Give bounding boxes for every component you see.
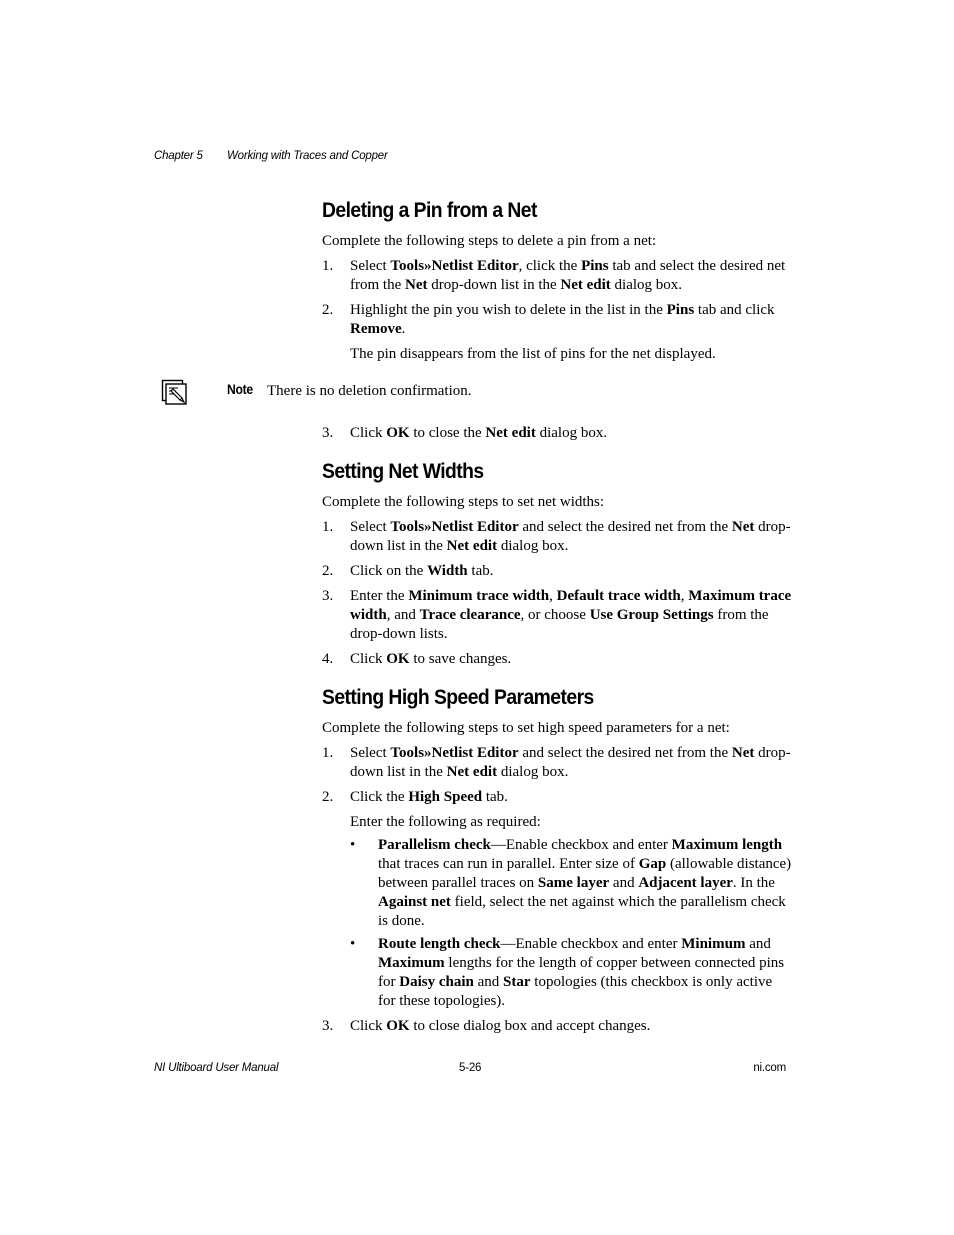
bullet-marker: •: [350, 837, 356, 853]
ui-term: Use Group Settings: [589, 607, 714, 623]
bullet-text: —Enable checkbox and enter: [500, 936, 682, 952]
section-heading-net-widths: Setting Net Widths: [322, 460, 484, 483]
ui-term: Adjacent layer: [638, 875, 733, 891]
bullet-text: . In the: [732, 875, 775, 891]
step-text: from the drop-down lists.: [350, 607, 769, 642]
footer-website: ni.com: [753, 1062, 786, 1074]
step-text: drop-down list in the: [427, 277, 561, 293]
step-text: Select: [350, 258, 391, 274]
ui-term: OK: [386, 651, 410, 667]
bullet-item: [350, 836, 792, 931]
bullet-text: topologies (this checkbox is only active for these topologies).: [378, 974, 773, 1009]
note-label: Note: [227, 382, 253, 397]
step-text: dialog box.: [497, 538, 569, 554]
step-text: .: [401, 321, 406, 337]
bullet-item: [350, 935, 792, 1011]
step-item: [322, 744, 792, 782]
ui-term: Pins: [666, 302, 695, 318]
step-text: dialog box.: [535, 425, 608, 441]
bullet-text: and: [745, 936, 771, 952]
step-text: Click: [350, 1018, 387, 1034]
step-item: [322, 257, 792, 295]
step-text: Select: [350, 745, 391, 761]
step-item: [322, 788, 792, 1011]
menu-path: Tools»Netlist Editor: [390, 519, 519, 535]
step-text: Select: [350, 519, 391, 535]
chapter-title: Working with Traces and Copper: [227, 150, 388, 162]
main-content: [322, 196, 792, 1042]
ui-term: Maximum trace width: [350, 588, 792, 623]
bullet-text: that traces can run in parallel. Enter size of: [378, 856, 639, 872]
section-intro: Complete the following steps to delete a pin from a net:: [322, 233, 657, 249]
step-text: Click on the: [350, 563, 428, 579]
bullet-text: field, select the net against which the parallelism check is done.: [378, 894, 786, 929]
step-number: 1.: [322, 519, 334, 535]
step-text: dialog box.: [610, 277, 683, 293]
step-subtext: Enter the following as required:: [350, 814, 541, 830]
ui-term: Same layer: [537, 875, 610, 891]
section-heading-high-speed: Setting High Speed Parameters: [322, 686, 594, 709]
step-result: The pin disappears from the list of pins for the net displayed.: [350, 346, 716, 362]
step-number: 2.: [322, 789, 334, 805]
ui-term: Route length check: [378, 936, 501, 952]
step-text: and select the desired net from the: [518, 519, 732, 535]
ui-term: Default trace width: [556, 588, 681, 604]
ui-term: Net edit: [446, 538, 498, 554]
ui-term: Net: [731, 745, 755, 761]
bullet-text: and: [609, 875, 639, 891]
step-text: to close dialog box and accept changes.: [409, 1018, 651, 1034]
step-text: ,: [680, 588, 689, 604]
ui-term: OK: [386, 425, 410, 441]
step-text: Click the: [350, 789, 409, 805]
ui-term: Net: [731, 519, 755, 535]
section-intro: Complete the following steps to set net widths:: [322, 494, 605, 510]
ui-term: Net edit: [560, 277, 611, 293]
ui-term: Net edit: [446, 764, 498, 780]
ui-term: Trace clearance: [419, 607, 521, 623]
step-text: dialog box.: [497, 764, 569, 780]
step-text: Click: [350, 425, 387, 441]
menu-path: Tools»Netlist Editor: [390, 745, 519, 761]
ui-term: Against net: [378, 894, 451, 910]
step-number: 4.: [322, 651, 334, 667]
step-number: 2.: [322, 302, 334, 318]
ui-term: High Speed: [408, 789, 483, 805]
step-text: tab and select the desired net from the: [350, 258, 786, 293]
step-number: 3.: [322, 425, 334, 441]
step-text: ,: [549, 588, 557, 604]
bullet-text: —Enable checkbox and enter: [490, 837, 672, 853]
step-number: 1.: [322, 745, 334, 761]
step-text: and select the desired net from the: [518, 745, 732, 761]
ui-term: Width: [427, 563, 468, 579]
section-heading-deleting-pin: Deleting a Pin from a Net: [322, 199, 537, 222]
chapter-number: Chapter 5: [154, 150, 203, 162]
ui-term: OK: [386, 1018, 410, 1034]
menu-path: Tools»Netlist Editor: [390, 258, 519, 274]
step-text: , click the: [518, 258, 582, 274]
note-icon: [160, 377, 190, 407]
step-number: 3.: [322, 1018, 334, 1034]
step-text: drop-down list in the: [350, 519, 791, 554]
step-text: to save changes.: [409, 651, 512, 667]
ui-term: Minimum trace width: [408, 588, 550, 604]
step-item: [322, 650, 792, 669]
step-item: [322, 518, 792, 556]
step-item: [322, 1017, 792, 1036]
bullet-text: and: [473, 974, 504, 990]
ui-term: Remove: [350, 321, 402, 337]
step-text: tab.: [467, 563, 494, 579]
ui-term: Minimum: [681, 936, 746, 952]
step-item: [322, 562, 792, 581]
ui-term: Gap: [638, 856, 667, 872]
step-text: , and: [386, 607, 420, 623]
ui-term: Maximum: [378, 955, 445, 971]
note-callout: [160, 377, 800, 407]
step-item: [322, 587, 792, 644]
note-text: There is no deletion confirmation.: [267, 383, 472, 399]
step-text: drop-down list in the: [350, 745, 791, 780]
step-text: Click: [350, 651, 387, 667]
section-intro: Complete the following steps to set high speed parameters for a net:: [322, 720, 730, 736]
step-text: Enter the: [350, 588, 409, 604]
ui-term: Parallelism check: [378, 837, 491, 853]
running-header: [154, 150, 388, 162]
footer-page-number: 5-26: [459, 1062, 482, 1074]
step-text: tab and click: [694, 302, 775, 318]
ui-term: Maximum length: [671, 837, 783, 853]
step-text: Highlight the pin you wish to delete in the list in the: [350, 302, 667, 318]
bullet-text: lengths for the length of copper between connected pins for: [378, 955, 785, 990]
step-number: 2.: [322, 563, 334, 579]
ui-term: Net: [404, 277, 428, 293]
step-number: 3.: [322, 588, 334, 604]
bullet-text: (allowable distance) between parallel traces on: [378, 856, 792, 891]
footer-manual-title: NI Ultiboard User Manual: [154, 1062, 279, 1074]
step-number: 1.: [322, 258, 334, 274]
step-item: [322, 301, 792, 364]
ui-term: Daisy chain: [399, 974, 474, 990]
step-item: [322, 424, 792, 443]
step-text: tab.: [482, 789, 508, 805]
ui-term: Net edit: [485, 425, 536, 441]
step-text: to close the: [409, 425, 486, 441]
bullet-marker: •: [350, 936, 356, 952]
step-text: , or choose: [520, 607, 590, 623]
ui-term: Star: [503, 974, 531, 990]
ui-term: Pins: [581, 258, 609, 274]
